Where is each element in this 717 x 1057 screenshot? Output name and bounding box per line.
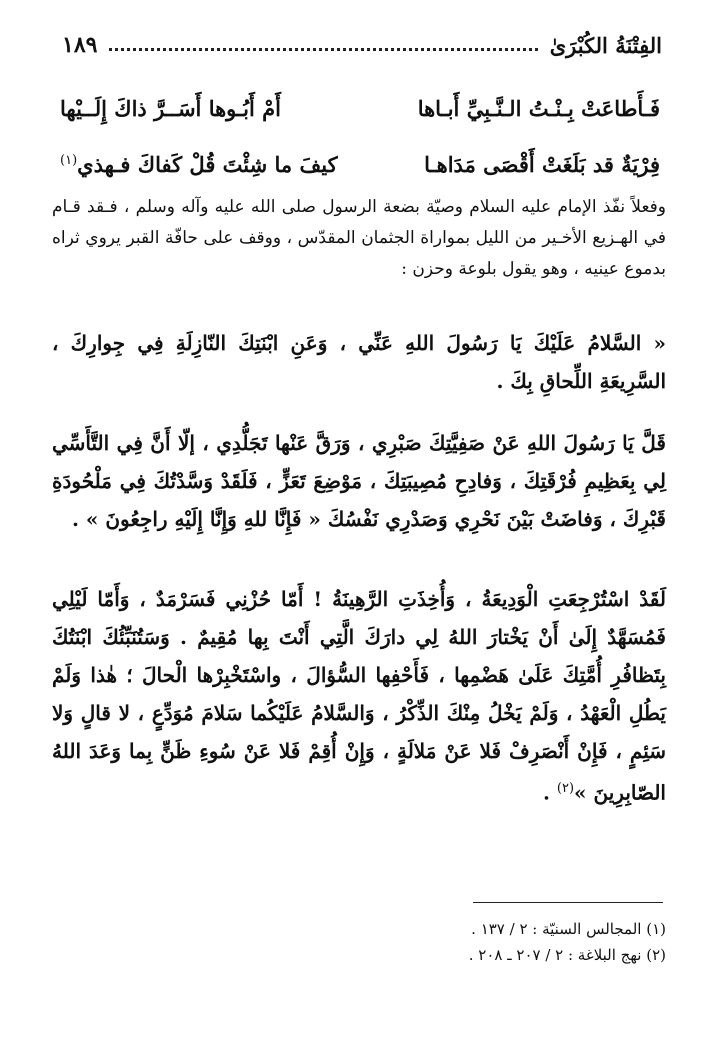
hemistich-second [60, 152, 338, 177]
running-header [62, 28, 662, 62]
speech-paragraph-3 [52, 580, 666, 812]
speech-text: « السَّلامُ عَلَيْكَ يَا رَسُولَ اللهِ عَنِّي ، وَعَنِ ابْنَتِكَ النّازِلَةِ فِي جِوارِكَ ، السَّرِيعَةِ اللِّحاقِ بِكَ . [52, 331, 666, 393]
footnote-item: (٢) نهج البلاغة : ٢ / ٢٠٧ ـ ٢٠٨ . [468, 946, 666, 964]
narrative-text: وفعلاً نفّذ الإمام عليه السلام وصيّة بضعة الرسول صلى الله عليه وآله وسلم ، فـقد قـام في الهـزيع الأخـير من الليل بمواراة الجثمان المقدّس ، ووقف على حافّة القبر يروي ثراه بدموع عينيه ، وهو يقول بلوعة وحزن : [52, 197, 666, 279]
footnote-ref: (١) [60, 152, 78, 168]
speech-text: قَلَّ يَا رَسُولَ اللهِ عَنْ صَفِيَّتِكَ صَبْرِي ، وَرَقَّ عَنْها تَجَلُّدِي ، إلّا أَنَّ فِي التَّأَسِّي لِي بِعَظِيمِ فُرْقَتِكَ ، وَفادِحِ مُصِيبَتِكَ ، مَوْضِعَ تَعَزٍّ ، فَلَقَدْ وَسَّدْتُكَ فِي مَلْحُودَةِ قَبْرِكَ ، وَفاضَتْ بَيْنَ نَحْرِي وَصَدْرِي نَفْسُكَ « فَإِنَّا للهِ وَإِنَّا إِلَيْهِ راجِعُونَ » . [52, 431, 666, 531]
speech-paragraph-1 [52, 324, 666, 400]
speech-text: لَقَدْ اسْتُرْجِعَتِ الْوَدِيعَةُ ، وَأُخِذَتِ الرَّهِينَةُ ! أَمّا حُزْنِي فَسَرْمَدٌ ، وَأَمّا لَيْلِي فَمُسَهَّدٌ إِلَىٰ أَنْ يَخْتارَ اللهُ لِي دارَكَ الَّتِي أَنْتَ بِها مُقِيمٌ . وَسَتُنَبِّئُكَ ابْنَتُكَ بِتَظافُرِ أُمَّتِكَ عَلَىٰ هَضْمِها ، فَأَحْفِها السُّؤالَ ، واسْتَخْبِرْها الْحالَ ؛ هٰذا وَلَمْ يَطُلِ الْعَهْدُ ، وَلَمْ يَخْلُ مِنْكَ الذِّكْرُ ، وَالسَّلامُ عَلَيْكُما سَلامَ مُوَدِّعٍ ، لا قالٍ وَلا سَئِمٍ ، فَإِنْ أَنْصَرِفْ فَلا عَنْ مَلالَةٍ ، وَإِنْ أُقِمْ فَلا عَنْ سُوءِ ظَنٍّ بِما وَعَدَ اللهُ الصّابِرِينَ »$^{(٢)}$ . [52, 587, 666, 805]
hemistich-first: فِرْيَةٌ قد بَلَغَتْ أَقْصَى مَدَاهـا [424, 151, 660, 177]
hemistich-second: أَمْ أَبُـوها أَسَــرَّ ذاكَ إِلَــيْها [60, 95, 282, 121]
page-number: ١٨٩ [62, 32, 98, 58]
poem-verse [60, 136, 660, 192]
hemistich-text: كيفَ ما شِئْتَ قُلْ كَفاكَ فـهذي [77, 151, 338, 177]
hemistich-first: فَـأَطاعَتْ بِـنْـتُ الـنَّـبِيِّ أَبـاها [417, 95, 660, 121]
poem-verse [60, 80, 660, 136]
poem [60, 80, 660, 192]
footnote-ref: (٢) [556, 781, 575, 796]
footnotes [52, 916, 666, 968]
footnote-item: (١) المجالس السنيّة : ٢ / ١٣٧ . [471, 920, 666, 938]
speech-text-body: لَقَدْ اسْتُرْجِعَتِ الْوَدِيعَةُ ، وَأُخِذَتِ الرَّهِينَةُ ! أَمّا حُزْنِي فَسَرْمَدٌ ، وَأَمّا لَيْلِي فَمُسَهَّدٌ إِلَىٰ أَنْ يَخْتارَ اللهُ لِي دارَكَ الَّتِي أَنْتَ بِها مُقِيمٌ . وَسَتُنَبِّئُكَ ابْنَتُكَ بِتَظافُرِ أُمَّتِكَ عَلَىٰ هَضْمِها ، فَأَحْفِها السُّؤالَ ، واسْتَخْبِرْها الْحالَ ؛ هٰذا وَلَمْ يَطُلِ الْعَهْدُ ، وَلَمْ يَخْلُ مِنْكَ الذِّكْرُ ، وَالسَّلامُ عَلَيْكُما سَلامَ مُوَدِّعٍ ، لا قالٍ وَلا سَئِمٍ ، فَإِنْ أَنْصَرِفْ فَلا عَنْ مَلالَةٍ ، وَإِنْ أُقِمْ فَلا عَنْ سُوءِ ظَنٍّ بِما وَعَدَ اللهُ الصّابِرِينَ » [52, 587, 666, 805]
header-title: الفِتْنَةُ الكُبْرَىٰ [549, 32, 662, 58]
narrative-paragraph [52, 192, 666, 285]
speech-paragraph-2 [52, 424, 666, 538]
header-leader-dots [109, 40, 537, 51]
footnote-divider [473, 902, 663, 903]
